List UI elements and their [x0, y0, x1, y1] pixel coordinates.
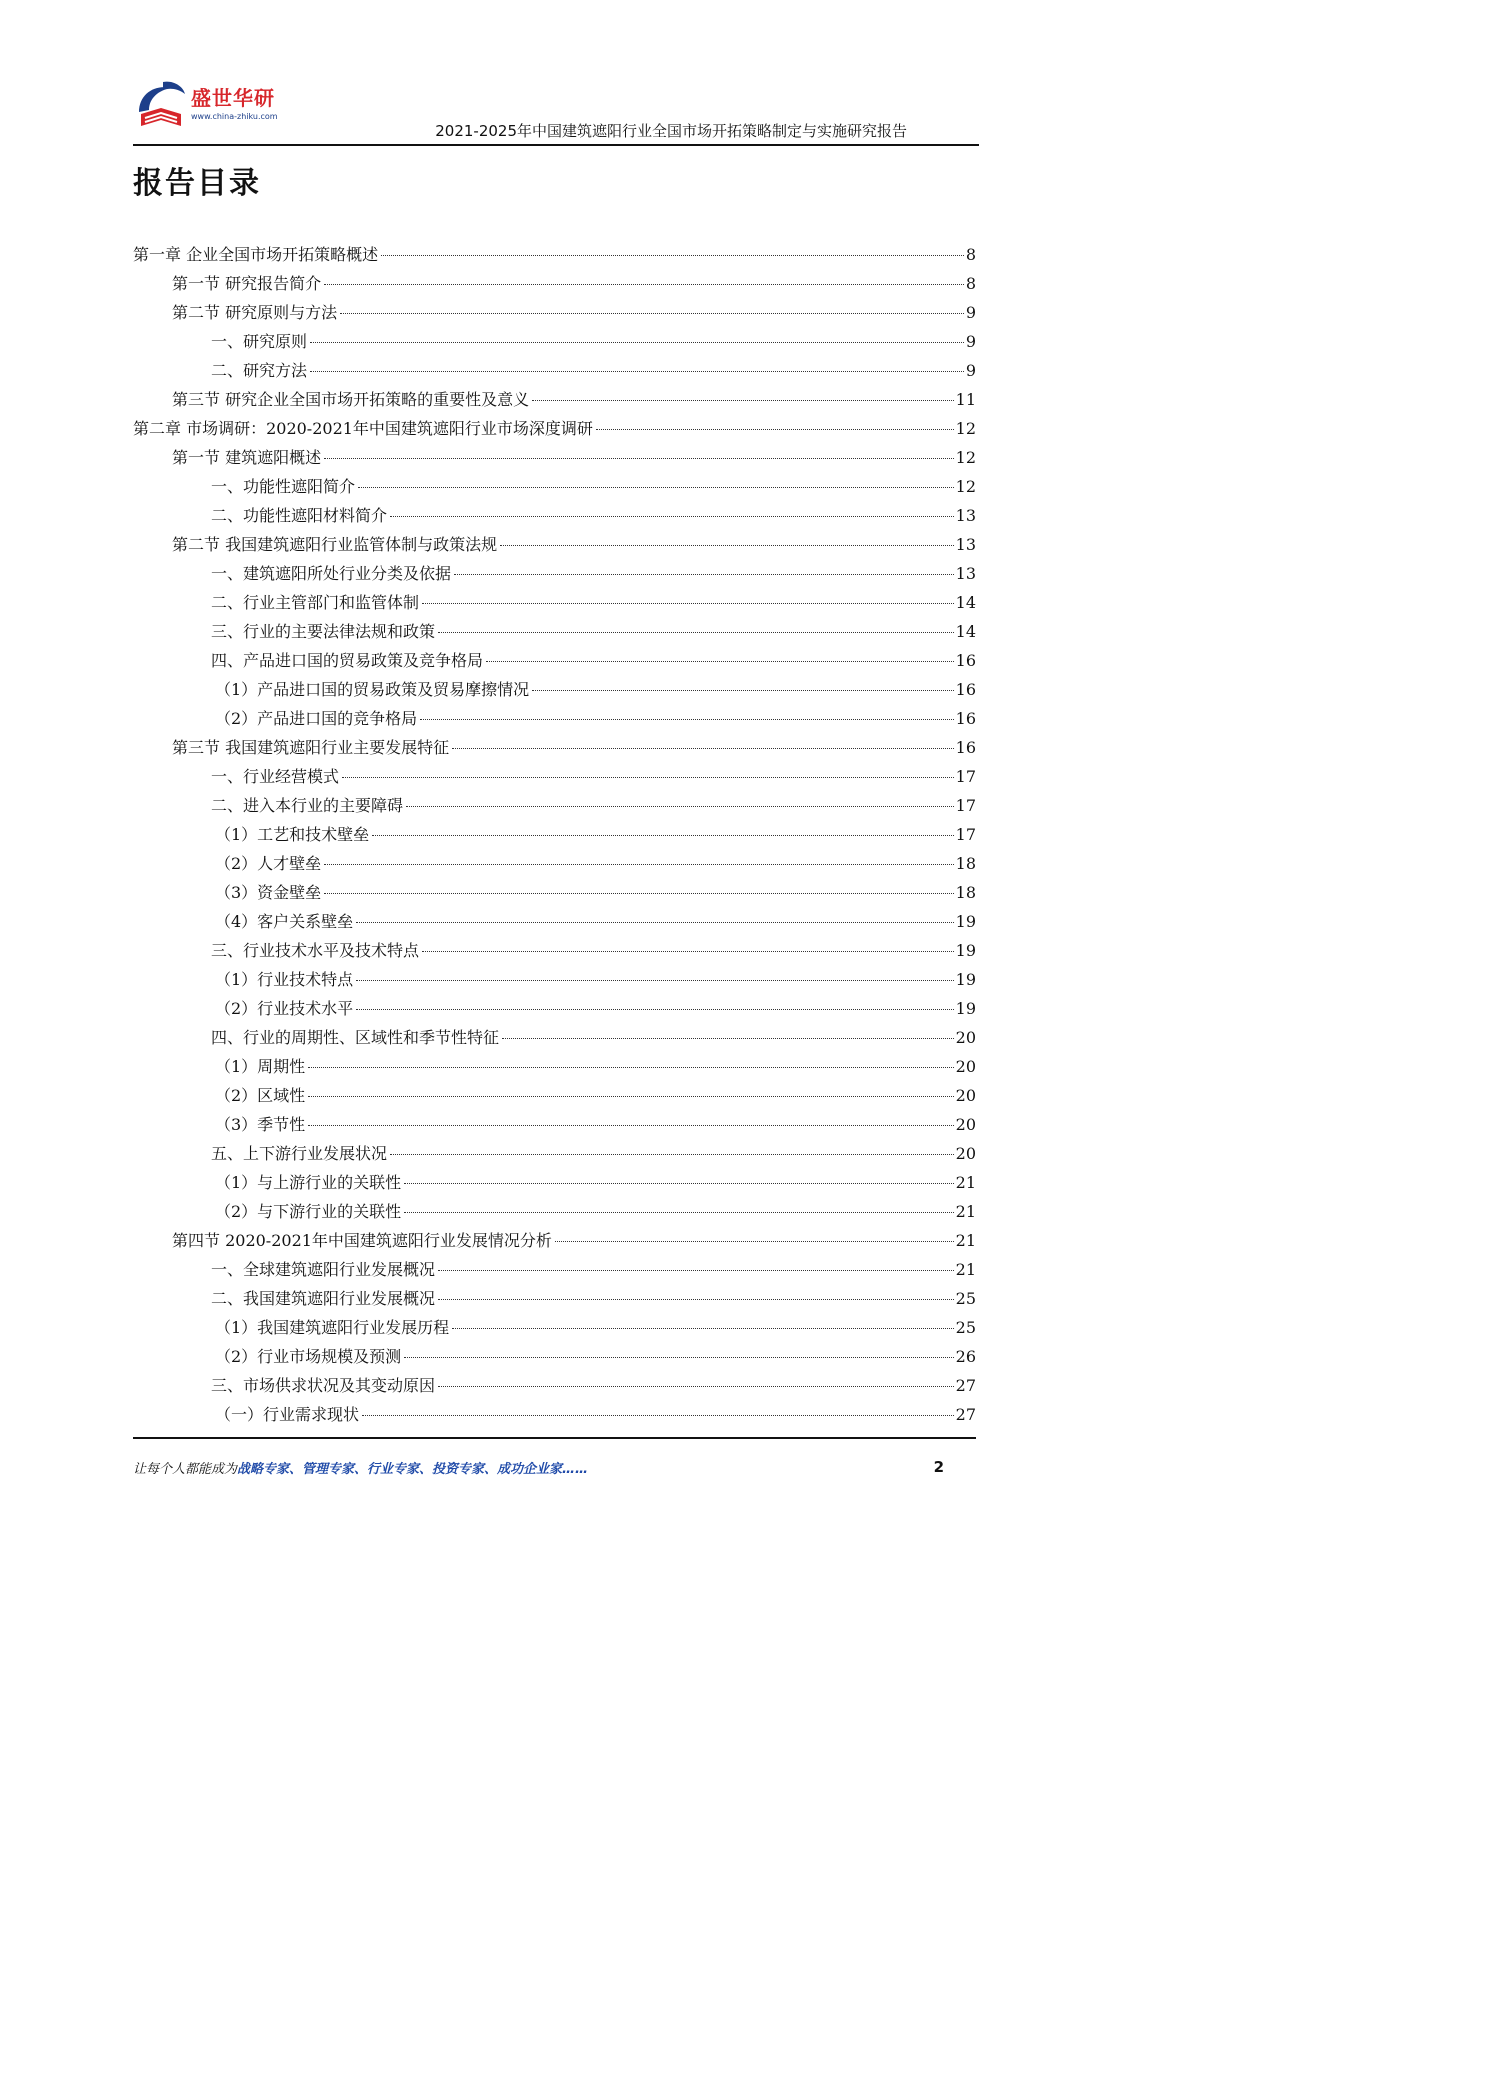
- toc-leader-dots: [404, 1357, 953, 1358]
- toc-entry[interactable]: [133, 1083, 976, 1112]
- toc-leader-dots: [310, 371, 964, 372]
- toc-leader-dots: [406, 806, 954, 807]
- toc-leader-dots: [532, 400, 954, 401]
- toc-leader-dots: [500, 545, 954, 546]
- toc-entry-label: 一、研究原则: [211, 332, 308, 351]
- toc-entry[interactable]: [133, 1170, 976, 1199]
- toc-entry-label: （1）工艺和技术壁垒: [215, 825, 370, 844]
- toc-entry[interactable]: [133, 735, 976, 764]
- toc-entry-page: 17: [955, 796, 976, 815]
- toc-entry-page: 20: [955, 1144, 976, 1163]
- toc-entry[interactable]: [133, 1257, 976, 1286]
- toc-entry-page: 21: [955, 1202, 976, 1221]
- toc-leader-dots: [390, 1154, 954, 1155]
- toc-entry[interactable]: [133, 300, 976, 329]
- toc-leader-dots: [342, 777, 954, 778]
- toc-entry-page: 18: [955, 883, 976, 902]
- toc-leader-dots: [420, 719, 953, 720]
- footer-slogan-lead: 让每个人都能成为: [133, 1462, 238, 1477]
- toc-entry[interactable]: [133, 706, 976, 735]
- toc-entry-page: 13: [955, 506, 976, 525]
- toc-entry-label: 第二章 市场调研：2020-2021年中国建筑遮阳行业市场深度调研: [133, 419, 593, 438]
- toc-entry-page: 25: [955, 1289, 976, 1308]
- toc-entry-page: 12: [955, 419, 976, 438]
- toc-entry[interactable]: [133, 1344, 976, 1373]
- toc-entry-page: 19: [955, 941, 976, 960]
- toc-entry[interactable]: [133, 851, 976, 880]
- toc-entry-label: 二、进入本行业的主要障碍: [211, 796, 404, 815]
- page-number: 2: [933, 1458, 944, 1476]
- toc-entry-label: 三、市场供求状况及其变动原因: [211, 1376, 436, 1395]
- toc-entry-label: 五、上下游行业发展状况: [211, 1144, 388, 1163]
- toc-entry[interactable]: [133, 561, 976, 590]
- toc-entry-page: 20: [955, 1115, 976, 1134]
- toc-entry-page: 16: [955, 709, 976, 728]
- toc-entry-label: 第四节 2020-2021年中国建筑遮阳行业发展情况分析: [172, 1231, 552, 1250]
- toc-leader-dots: [356, 1009, 953, 1010]
- toc-entry[interactable]: [133, 1112, 976, 1141]
- toc-entry[interactable]: [133, 1228, 976, 1257]
- toc-leader-dots: [438, 1270, 954, 1271]
- toc-leader-dots: [502, 1038, 954, 1039]
- toc-entry-page: 26: [955, 1347, 976, 1366]
- toc-entry-page: 13: [955, 535, 976, 554]
- toc-leader-dots: [404, 1183, 953, 1184]
- toc-leader-dots: [381, 255, 964, 256]
- toc-leader-dots: [324, 458, 954, 459]
- toc-entry[interactable]: [133, 1286, 976, 1315]
- toc-entry[interactable]: [133, 242, 976, 271]
- toc-entry-page: 14: [955, 622, 976, 641]
- toc-entry-page: 19: [955, 912, 976, 931]
- toc-entry-label: 二、功能性遮阳材料简介: [211, 506, 388, 525]
- toc-entry-page: 19: [955, 999, 976, 1018]
- toc-entry[interactable]: [133, 416, 976, 445]
- toc-entry-page: 9: [965, 332, 976, 351]
- toc-entry[interactable]: [133, 1373, 976, 1402]
- toc-entry-page: 16: [955, 738, 976, 757]
- toc-entry-label: （1）周期性: [215, 1057, 306, 1076]
- toc-entry[interactable]: [133, 1054, 976, 1083]
- toc-entry-label: （2）人才壁垒: [215, 854, 322, 873]
- toc-entry[interactable]: [133, 648, 976, 677]
- page-title: 报告目录: [133, 166, 261, 201]
- toc-entry-label: 第一章 企业全国市场开拓策略概述: [133, 245, 379, 264]
- toc-entry[interactable]: [133, 996, 976, 1025]
- brand-name: 盛世华研: [191, 86, 275, 110]
- toc-entry-page: 19: [955, 970, 976, 989]
- toc-entry-label: （1）我国建筑遮阳行业发展历程: [215, 1318, 450, 1337]
- toc-entry[interactable]: [133, 590, 976, 619]
- toc-leader-dots: [452, 748, 954, 749]
- toc-leader-dots: [358, 487, 954, 488]
- toc-entry-page: 20: [955, 1057, 976, 1076]
- toc-entry[interactable]: [133, 909, 976, 938]
- toc-entry[interactable]: [133, 764, 976, 793]
- toc-entry-page: 21: [955, 1260, 976, 1279]
- toc-leader-dots: [390, 516, 954, 517]
- toc-entry-label: 一、全球建筑遮阳行业发展概况: [211, 1260, 436, 1279]
- toc-entry-page: 25: [955, 1318, 976, 1337]
- toc-entry-label: 第三节 我国建筑遮阳行业主要发展特征: [172, 738, 450, 757]
- toc-entry-page: 27: [955, 1405, 976, 1424]
- toc-leader-dots: [308, 1125, 953, 1126]
- toc-leader-dots: [532, 690, 953, 691]
- toc-entry[interactable]: [133, 445, 976, 474]
- toc-entry-page: 11: [955, 390, 976, 409]
- toc-entry-label: 一、行业经营模式: [211, 767, 340, 786]
- toc-leader-dots: [308, 1096, 953, 1097]
- toc-entry-page: 16: [955, 680, 976, 699]
- toc-entry-page: 18: [955, 854, 976, 873]
- toc-entry[interactable]: [133, 474, 976, 503]
- toc-entry-label: （2）产品进口国的竞争格局: [215, 709, 418, 728]
- toc-leader-dots: [452, 1328, 953, 1329]
- toc-leader-dots: [324, 284, 964, 285]
- toc-entry-page: 9: [965, 303, 976, 322]
- toc-entry-page: 20: [955, 1028, 976, 1047]
- toc-leader-dots: [324, 864, 953, 865]
- toc-leader-dots: [324, 893, 953, 894]
- toc-entry[interactable]: [133, 677, 976, 706]
- toc-leader-dots: [486, 661, 954, 662]
- page-footer: [133, 1458, 976, 1477]
- toc-entry-page: 8: [965, 245, 976, 264]
- toc-entry[interactable]: [133, 271, 976, 300]
- toc-entry-label: 第一节 建筑遮阳概述: [172, 448, 322, 467]
- toc-leader-dots: [356, 922, 953, 923]
- toc-entry-label: 第二节 我国建筑遮阳行业监管体制与政策法规: [172, 535, 498, 554]
- toc-entry-page: 21: [955, 1231, 976, 1250]
- toc-leader-dots: [555, 1241, 954, 1242]
- toc-leader-dots: [438, 1299, 954, 1300]
- toc-entry[interactable]: [133, 793, 976, 822]
- header-divider: [133, 144, 979, 146]
- toc-entry-label: （1）产品进口国的贸易政策及贸易摩擦情况: [215, 680, 530, 699]
- toc-entry-label: （2）与下游行业的关联性: [215, 1202, 402, 1221]
- toc-leader-dots: [340, 313, 964, 314]
- toc-entry[interactable]: [133, 1315, 976, 1344]
- report-title: 2021-2025年中国建筑遮阳行业全国市场开拓策略制定与实施研究报告: [435, 122, 907, 140]
- toc-entry[interactable]: [133, 967, 976, 996]
- toc-entry[interactable]: [133, 1402, 976, 1431]
- toc-entry-page: 14: [955, 593, 976, 612]
- toc-entry-page: 12: [955, 477, 976, 496]
- toc-entry-page: 20: [955, 1086, 976, 1105]
- toc-entry-label: （3）资金壁垒: [215, 883, 322, 902]
- toc-entry[interactable]: [133, 329, 976, 358]
- toc-entry-label: （一）行业需求现状: [215, 1405, 360, 1424]
- table-of-contents: [133, 242, 976, 1431]
- toc-entry-label: （2）行业技术水平: [215, 999, 354, 1018]
- toc-entry-label: 一、建筑遮阳所处行业分类及依据: [211, 564, 452, 583]
- toc-leader-dots: [362, 1415, 954, 1416]
- toc-entry[interactable]: [133, 1141, 976, 1170]
- toc-entry[interactable]: [133, 532, 976, 561]
- toc-entry-page: 17: [955, 767, 976, 786]
- footer-slogan-accent: 战略专家、管理专家、行业专家、投资专家、成功企业家……: [237, 1462, 589, 1477]
- toc-entry[interactable]: [133, 619, 976, 648]
- toc-entry-label: 第一节 研究报告简介: [172, 274, 322, 293]
- toc-entry-page: 17: [955, 825, 976, 844]
- toc-entry[interactable]: [133, 1199, 976, 1228]
- toc-entry[interactable]: [133, 938, 976, 967]
- toc-leader-dots: [596, 429, 954, 430]
- toc-entry[interactable]: [133, 1025, 976, 1054]
- toc-leader-dots: [438, 632, 954, 633]
- brand-logo: [133, 76, 293, 136]
- toc-entry-label: 四、产品进口国的贸易政策及竞争格局: [211, 651, 484, 670]
- toc-entry-label: （3）季节性: [215, 1115, 306, 1134]
- toc-entry[interactable]: [133, 503, 976, 532]
- toc-entry-label: 第二节 研究原则与方法: [172, 303, 338, 322]
- toc-entry[interactable]: [133, 387, 976, 416]
- toc-leader-dots: [422, 951, 954, 952]
- toc-leader-dots: [356, 980, 953, 981]
- toc-entry-label: （2）区域性: [215, 1086, 306, 1105]
- toc-entry[interactable]: [133, 822, 976, 851]
- toc-leader-dots: [310, 342, 964, 343]
- toc-entry-label: 二、行业主管部门和监管体制: [211, 593, 420, 612]
- toc-entry-label: （1）与上游行业的关联性: [215, 1173, 402, 1192]
- toc-entry-page: 27: [955, 1376, 976, 1395]
- brand-url: www.china-zhiku.com: [191, 112, 278, 121]
- toc-entry-page: 9: [965, 361, 976, 380]
- toc-entry-page: 13: [955, 564, 976, 583]
- page-header: [133, 76, 979, 146]
- toc-entry[interactable]: [133, 880, 976, 909]
- toc-entry-label: （1）行业技术特点: [215, 970, 354, 989]
- toc-entry-label: 三、行业技术水平及技术特点: [211, 941, 420, 960]
- toc-entry-label: 四、行业的周期性、区域性和季节性特征: [211, 1028, 500, 1047]
- toc-entry-label: （4）客户关系壁垒: [215, 912, 354, 931]
- toc-leader-dots: [422, 603, 954, 604]
- toc-entry-label: 二、研究方法: [211, 361, 308, 380]
- toc-leader-dots: [308, 1067, 953, 1068]
- toc-entry-label: （2）行业市场规模及预测: [215, 1347, 402, 1366]
- toc-leader-dots: [404, 1212, 953, 1213]
- toc-entry-label: 三、行业的主要法律法规和政策: [211, 622, 436, 641]
- toc-leader-dots: [372, 835, 953, 836]
- toc-entry-label: 第三节 研究企业全国市场开拓策略的重要性及意义: [172, 390, 530, 409]
- toc-entry-label: 一、功能性遮阳简介: [211, 477, 356, 496]
- toc-entry-page: 12: [955, 448, 976, 467]
- toc-entry-page: 21: [955, 1173, 976, 1192]
- toc-entry-label: 二、我国建筑遮阳行业发展概况: [211, 1289, 436, 1308]
- footer-divider: [133, 1437, 976, 1439]
- toc-entry[interactable]: [133, 358, 976, 387]
- toc-leader-dots: [454, 574, 954, 575]
- book-logo-icon: [133, 78, 189, 134]
- toc-entry-page: 16: [955, 651, 976, 670]
- toc-entry-page: 8: [965, 274, 976, 293]
- toc-leader-dots: [438, 1386, 954, 1387]
